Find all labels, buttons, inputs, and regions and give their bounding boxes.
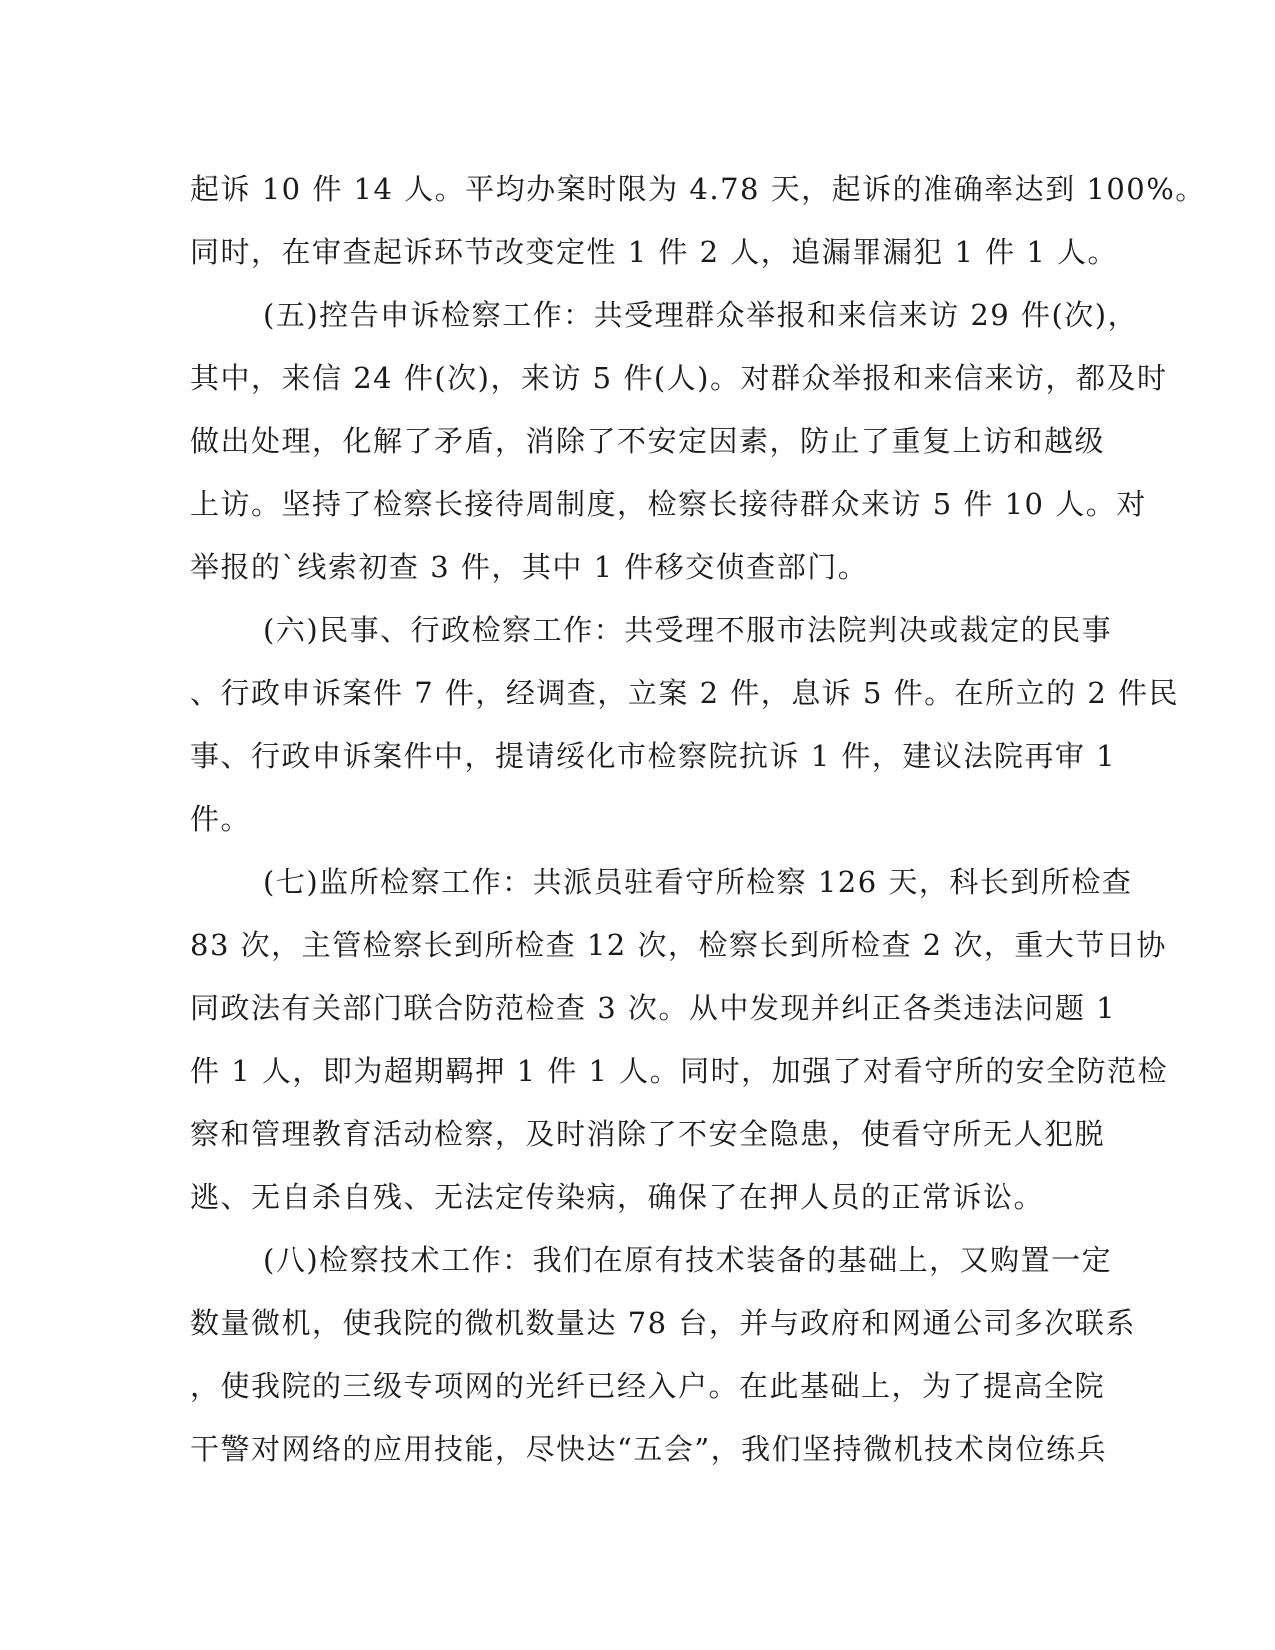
text-line: 察和管理教育活动检察，及时消除了不安全隐患，使看守所无人犯脱 bbox=[190, 1117, 1106, 1151]
text-line: 举报的`线索初查 3 件，其中 1 件移交侦查部门。 bbox=[190, 550, 869, 584]
section-heading-line: (八)检察技术工作：我们在原有技术装备的基础上，又购置一定 bbox=[263, 1243, 1113, 1277]
text-line: 83 次，主管检察长到所检查 12 次，检察长到所检查 2 次，重大节日协 bbox=[190, 928, 1167, 962]
section-heading-line: (七)监所检察工作：共派员驻看守所检察 126 天，科长到所检查 bbox=[263, 865, 1133, 899]
text-line: 起诉 10 件 14 人。平均办案时限为 4.78 天，起诉的准确率达到 100%。 bbox=[190, 172, 1206, 206]
text-line: ，使我院的三级专项网的光纤已经入户。在此基础上，为了提高全院 bbox=[190, 1369, 1106, 1403]
text-line: 、行政申诉案件 7 件，经调查，立案 2 件，息诉 5 件。在所立的 2 件民 bbox=[190, 676, 1180, 710]
text-line: 事、行政申诉案件中，提请绥化市检察院抗诉 1 件，建议法院再审 1 bbox=[190, 739, 1117, 773]
section-heading-line: (五)控告申诉检察工作：共受理群众举报和来信来访 29 件(次)， bbox=[263, 298, 1139, 332]
text-line: 上访。坚持了检察长接待周制度，检察长接待群众来访 5 件 10 人。对 bbox=[190, 487, 1147, 521]
document-body bbox=[190, 158, 1206, 1481]
text-line: 同时，在审查起诉环节改变定性 1 件 2 人，追漏罪漏犯 1 件 1 人。 bbox=[190, 235, 1119, 269]
text-line: 件。 bbox=[190, 802, 252, 836]
text-line: 其中，来信 24 件(次)，来访 5 件(人)。对群众举报和来信来访，都及时 bbox=[190, 361, 1168, 395]
text-line: 做出处理，化解了矛盾，消除了不安定因素，防止了重复上访和越级 bbox=[190, 424, 1106, 458]
text-line: 逃、无自杀自残、无法定传染病，确保了在押人员的正常诉讼。 bbox=[190, 1180, 1045, 1214]
text-line: 数量微机，使我院的微机数量达 78 台，并与政府和网通公司多次联系 bbox=[190, 1306, 1136, 1340]
text-line: 干警对网络的应用技能，尽快达“五会”，我们坚持微机技术岗位练兵 bbox=[190, 1432, 1108, 1466]
section-heading-line: (六)民事、行政检察工作：共受理不服市法院判决或裁定的民事 bbox=[263, 613, 1113, 647]
text-line: 件 1 人，即为超期羁押 1 件 1 人。同时，加强了对看守所的安全防范检 bbox=[190, 1054, 1169, 1088]
text-line: 同政法有关部门联合防范检查 3 次。从中发现并纠正各类违法问题 1 bbox=[190, 991, 1117, 1025]
